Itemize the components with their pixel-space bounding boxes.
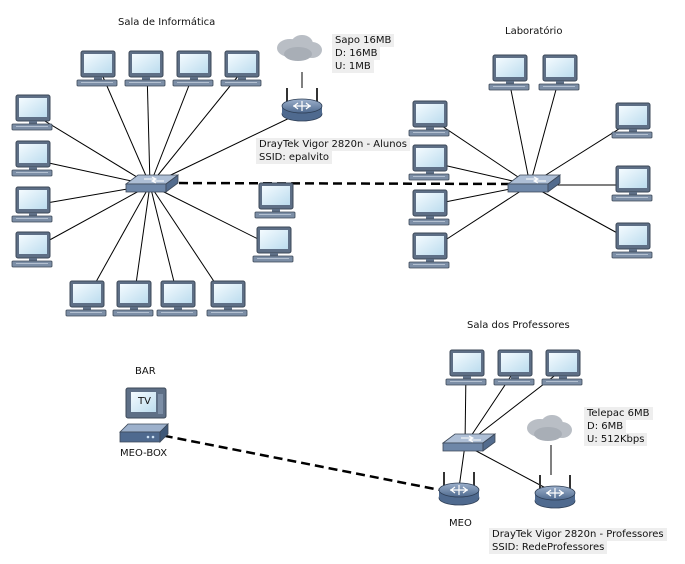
tv-label: TV — [138, 396, 151, 407]
switch-laboratorio-icon — [508, 175, 560, 192]
isp-sapo-name: Sapo 16MB — [332, 34, 394, 47]
pc-icon — [125, 51, 165, 86]
area-label-bar: BAR — [135, 366, 156, 377]
pc-icon — [612, 223, 652, 258]
switch-informatica-icon — [126, 175, 178, 192]
cloud-telepac-icon — [527, 415, 572, 441]
meo-box-label: MEO-BOX — [120, 448, 168, 459]
dashed-link-meobox-meo — [150, 433, 440, 490]
pc-icon — [66, 281, 106, 316]
router-alunos-ssid: SSID: epalvito — [256, 151, 332, 164]
isp-sapo-up: U: 1MB — [332, 60, 374, 73]
dashed-link-switch-switch — [165, 183, 520, 184]
links-laboratorio — [430, 75, 630, 250]
pc-icon — [539, 55, 579, 90]
isp-sapo-down: D: 16MB — [332, 47, 380, 60]
cloud-sapo-icon — [277, 35, 322, 61]
isp-telepac-up: U: 512Kbps — [584, 433, 647, 446]
pc-icon — [489, 55, 529, 90]
meo-label: MEO — [449, 518, 472, 529]
pc-icon — [157, 281, 197, 316]
pc-icon — [612, 103, 652, 138]
router-meo-icon — [439, 472, 479, 505]
pc-icon — [253, 227, 293, 262]
pc-icon — [12, 232, 52, 267]
pc-icon — [221, 51, 261, 86]
pc-icon — [12, 95, 52, 130]
pc-icon — [12, 141, 52, 176]
pc-icon — [542, 350, 582, 385]
pc-icon — [113, 281, 153, 316]
area-label-laboratorio: Laboratório — [505, 26, 563, 37]
pc-icon — [409, 101, 449, 136]
pc-icon — [77, 51, 117, 86]
switch-professores-icon — [443, 434, 495, 451]
isp-telepac-down: D: 6MB — [584, 420, 626, 433]
pc-icon — [12, 187, 52, 222]
meo-box-icon — [120, 424, 168, 442]
router-alunos-icon — [282, 88, 322, 121]
isp-telepac-name: Telepac 6MB — [584, 407, 653, 420]
pc-icon — [409, 145, 449, 180]
pc-icon — [494, 350, 534, 385]
router-professores-label: DrayTek Vigor 2820n - Professores — [489, 528, 667, 541]
router-alunos-label: DrayTek Vigor 2820n - Alunos — [256, 138, 410, 151]
pc-icon — [409, 190, 449, 225]
area-label-sala-informatica: Sala de Informática — [118, 17, 216, 28]
pc-icon — [612, 166, 652, 201]
pc-icon — [409, 233, 449, 268]
area-label-sala-professores: Sala dos Professores — [467, 320, 570, 331]
router-professores-icon — [535, 475, 575, 508]
pc-icon — [255, 183, 295, 218]
router-professores-ssid: SSID: RedeProfessores — [489, 541, 607, 554]
pc-icon — [207, 281, 247, 316]
pc-icon — [446, 350, 486, 385]
pc-icon — [173, 51, 213, 86]
